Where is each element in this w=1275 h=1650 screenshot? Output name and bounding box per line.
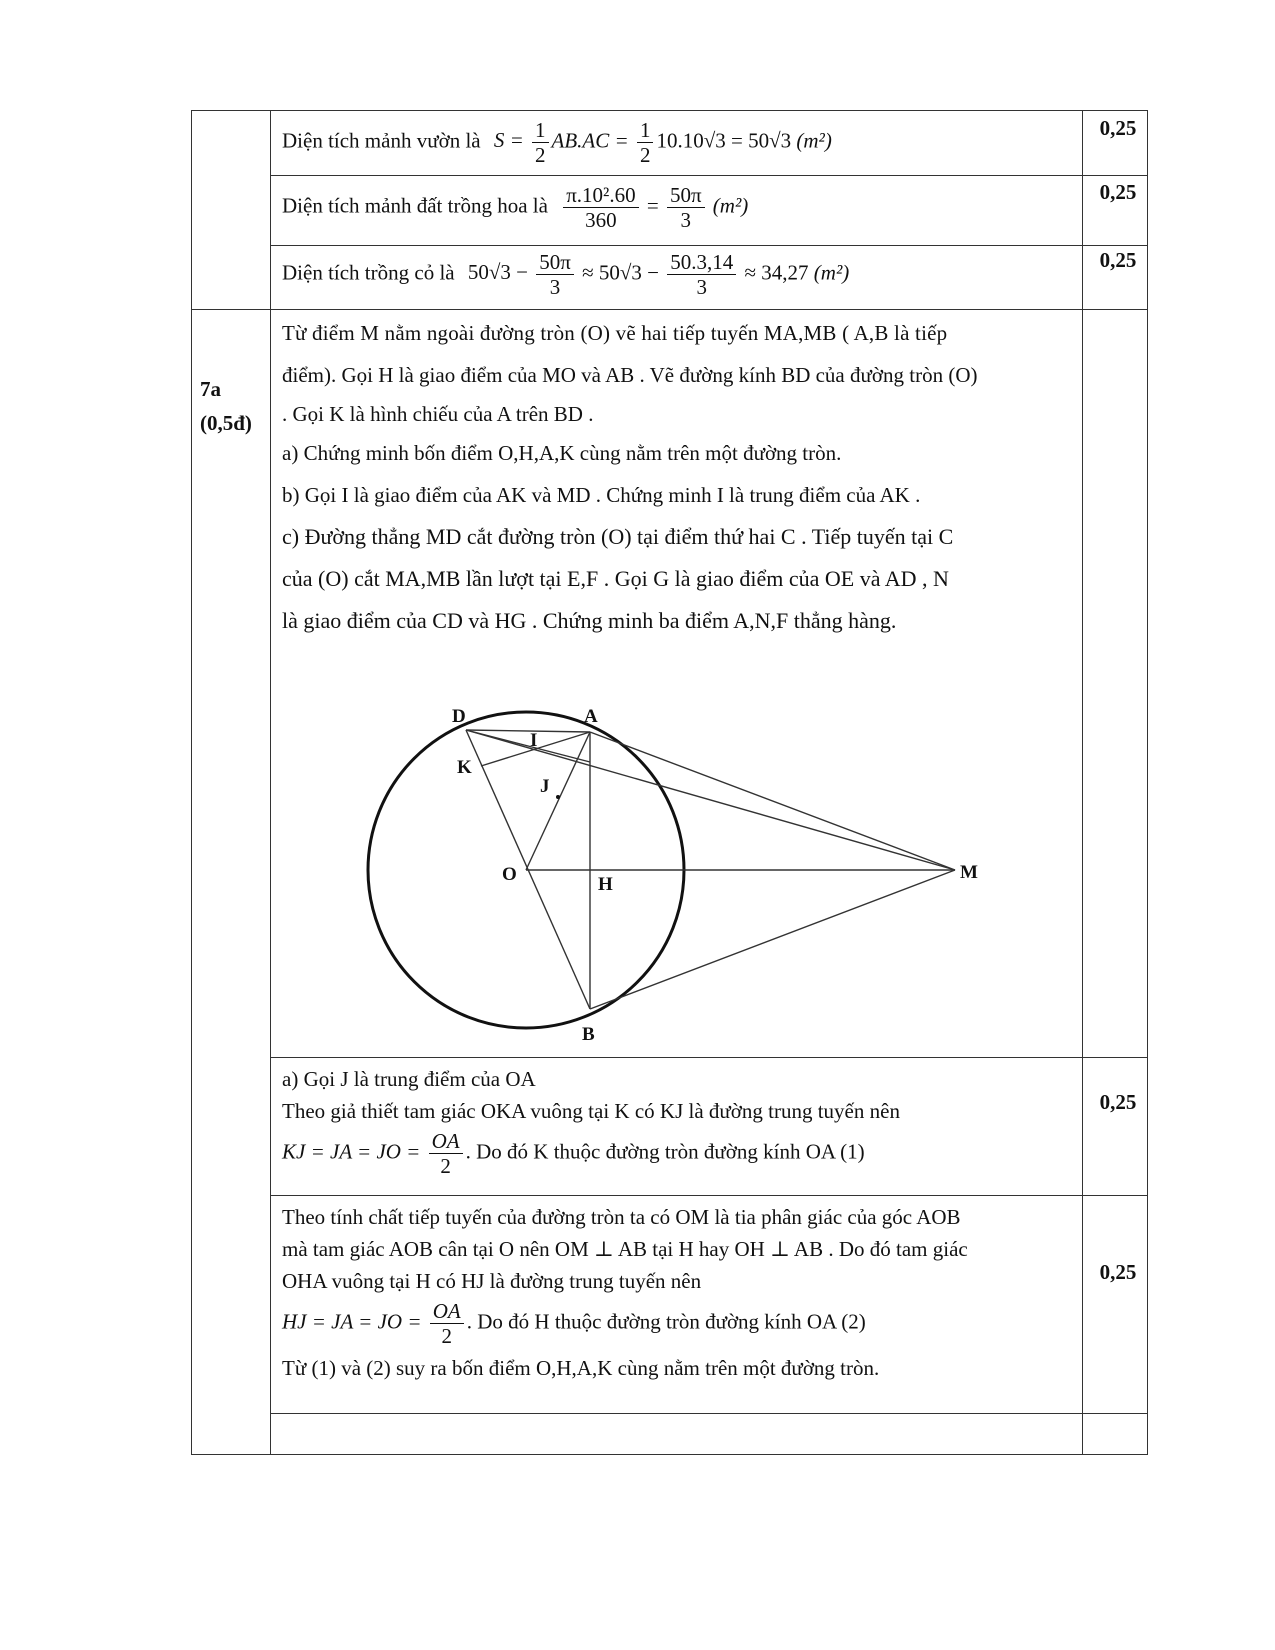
answer-line: a) Gọi J là trung điểm của OA	[282, 1067, 536, 1091]
segment-oa	[526, 732, 590, 870]
question-line: . Gọi K là hình chiếu của A trên BD .	[282, 402, 594, 426]
question-line: Từ điểm M nằm ngoài đường tròn (O) vẽ hai tiếp tuyến MA,MB ( A,B là tiếp	[282, 321, 948, 345]
segment-md	[466, 730, 955, 870]
equation: HJ = JA = JO =	[282, 1309, 422, 1334]
fraction: $\frac{50\pi}{3}$	[667, 183, 705, 232]
garden-area-label: Diện tích mảnh vườn là	[282, 128, 481, 153]
answer-conclusion: . Do đó H thuộc đường tròn đường kính OA (2)	[466, 1309, 866, 1334]
table-border-left	[191, 110, 192, 1455]
table-border-top	[191, 110, 1148, 111]
label-d: D	[452, 706, 466, 727]
fraction: $\frac{50\pi}{3}$	[536, 250, 574, 299]
label-h: H	[598, 874, 613, 895]
garden-area-row	[282, 118, 832, 167]
segment-mb	[590, 870, 955, 1009]
label-o: O	[502, 864, 517, 885]
row-divider	[270, 1195, 1148, 1196]
score: 0,25	[1099, 1260, 1137, 1284]
score: 0,25	[1099, 248, 1137, 272]
circle-o	[368, 712, 684, 1028]
question-part-a: a) Chứng minh bốn điểm O,H,A,K cùng nằm trên một đường tròn.	[282, 441, 842, 465]
question-points: (0,5đ)	[200, 411, 252, 435]
row-divider	[191, 309, 1148, 310]
row-divider	[270, 175, 1148, 176]
equals: =	[646, 193, 659, 218]
question-line: điểm). Gọi H là giao điểm của MO và AB . Vẽ đường kính BD của đường tròn (O)	[282, 363, 978, 387]
unit: (m²)	[813, 260, 850, 285]
segment-ad	[466, 730, 590, 732]
grass-area-label: Diện tích trồng cỏ là	[282, 260, 455, 285]
segment-di	[466, 730, 590, 762]
question-part-c: c) Đường thẳng MD cắt đường tròn (O) tại điểm thứ hai C . Tiếp tuyến tại C	[282, 524, 954, 549]
table-border-bottom	[191, 1454, 1148, 1455]
fraction-half: $\frac{1}{2}$	[532, 118, 549, 167]
flower-area-row	[282, 183, 748, 232]
answer-part-a-continued	[282, 1201, 1082, 1384]
formula-ab-ac: AB.AC =	[551, 128, 629, 153]
question-number: 7a	[200, 377, 221, 401]
point-j	[556, 795, 560, 799]
segment-ak	[481, 732, 590, 766]
answer-conclusion: . Do đó K thuộc đường tròn đường kính OA (1)	[465, 1139, 865, 1164]
answer-line: Từ (1) và (2) suy ra bốn điểm O,H,A,K cùng nằm trên một đường tròn.	[282, 1356, 880, 1381]
formula-result: 10.10√3 = 50√3	[656, 128, 792, 153]
question-label	[200, 372, 252, 440]
equation: KJ = JA = JO =	[282, 1139, 421, 1164]
formula-part: ≈ 50√3 −	[582, 260, 660, 285]
fraction: $\frac{\text{π.10².60}}{360}$	[563, 183, 638, 232]
fraction: $\frac{50.3,14}{3}$	[667, 250, 736, 299]
fraction: $\frac{OA}{2}$	[430, 1299, 464, 1348]
question-line: là giao điểm của CD và HG . Chứng minh ba điểm A,N,F thẳng hàng.	[282, 608, 897, 633]
label-m: M	[960, 862, 978, 883]
row-divider	[270, 1057, 1148, 1058]
score: 0,25	[1099, 180, 1137, 204]
table-border-right	[1147, 110, 1148, 1455]
answer-line: Theo giả thiết tam giác OKA vuông tại K có KJ là đường trung tuyến nên	[282, 1099, 900, 1123]
row-divider	[270, 245, 1148, 246]
label-a: A	[584, 706, 598, 727]
answer-line: OHA vuông tại H có HJ là đường trung tuyến nên	[282, 1269, 702, 1293]
flower-area-label: Diện tích mảnh đất trồng hoa là	[282, 193, 548, 218]
question-text	[282, 312, 1082, 642]
fraction-half: $\frac{1}{2}$	[637, 118, 654, 167]
label-j: J	[540, 776, 550, 797]
formula-result: ≈ 34,27	[744, 260, 809, 285]
answer-line	[282, 1299, 1082, 1348]
unit: (m²)	[796, 128, 832, 153]
segment-ma	[590, 732, 955, 870]
question-line: của (O) cắt MA,MB lần lượt tại E,F . Gọi G là giao điểm của OE và AD , N	[282, 566, 949, 591]
label-b: B	[582, 1024, 595, 1045]
table-col-divider-2	[1082, 110, 1083, 1455]
answer-part-a	[282, 1063, 1082, 1178]
label-k: K	[457, 757, 472, 778]
unit: (m²)	[712, 193, 749, 218]
answer-line	[282, 1129, 1082, 1178]
table-col-divider-1	[270, 110, 271, 1455]
grass-area-row	[282, 250, 849, 299]
formula-s: S =	[493, 128, 524, 153]
fraction: $\frac{OA}{2}$	[429, 1129, 463, 1178]
label-i: I	[530, 730, 538, 751]
score: 0,25	[1099, 1090, 1137, 1114]
formula-part: 50√3 −	[467, 260, 528, 285]
question-part-b: b) Gọi I là giao điểm của AK và MD . Chứng minh I là trung điểm của AK .	[282, 483, 921, 507]
answer-line: mà tam giác AOB cân tại O nên OM ⊥ AB tại H hay OH ⊥ AB . Do đó tam giác	[282, 1237, 968, 1261]
score: 0,25	[1099, 116, 1137, 140]
answer-line: Theo tính chất tiếp tuyến của đường tròn ta có OM là tia phân giác của góc AOB	[282, 1205, 961, 1229]
segment-bd	[466, 730, 590, 1009]
row-divider	[270, 1413, 1148, 1414]
